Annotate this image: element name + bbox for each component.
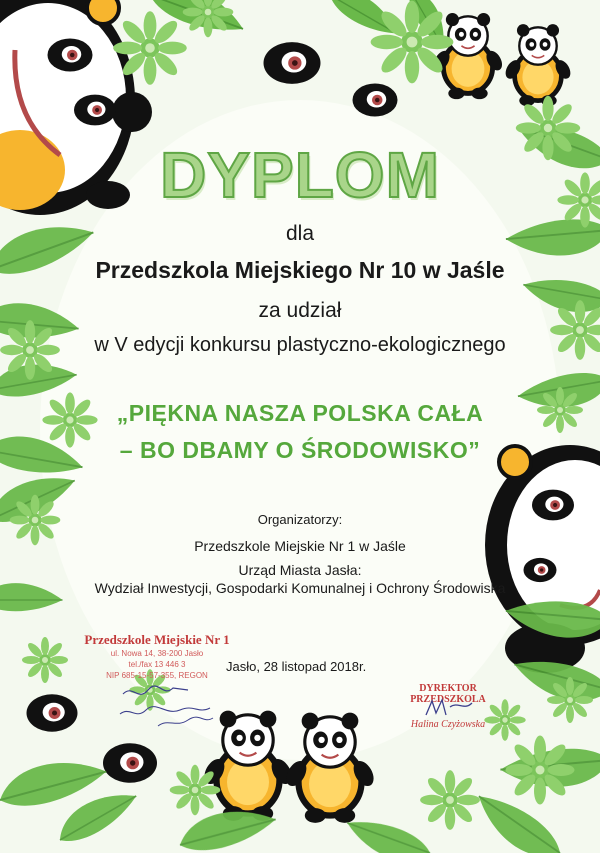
organizers-label: Organizatorzy: bbox=[257, 512, 343, 527]
recipient-name: Przedszkola Miejskiego Nr 10 w Jaśle bbox=[95, 257, 505, 283]
diploma-title: DYPLOM bbox=[160, 139, 440, 211]
handwritten-signatures-left bbox=[118, 680, 218, 732]
stamp-phone: tel./fax 13 446 3 bbox=[128, 660, 186, 669]
slogan-line-1: „PIĘKNA NASZA POLSKA CAŁA bbox=[116, 400, 484, 426]
stamp-ids: NIP 685-15-57-355, REGON bbox=[106, 671, 208, 680]
stamp-address: ul. Nowa 14, 38-200 Jasło bbox=[110, 649, 204, 658]
institution-stamp bbox=[82, 632, 232, 681]
participation-text: za udział bbox=[258, 299, 342, 322]
stamp-director-title: DYREKTOR PRZEDSZKOLA bbox=[410, 683, 486, 705]
organizer-department: Wydział Inwestycji, Gospodarki Komunalnej i Ochrony Środowiska bbox=[94, 580, 506, 596]
for-label: dla bbox=[285, 222, 315, 245]
stamp-institution-name: Przedszkole Miejskie Nr 1 bbox=[84, 632, 230, 647]
slogan-line-2: – BO DBAMY O ŚRODOWISKO” bbox=[119, 437, 481, 463]
organizer-kindergarten: Przedszkole Miejskie Nr 1 w Jaśle bbox=[194, 538, 406, 554]
organizer-city-office: Urząd Miasta Jasła: bbox=[238, 562, 362, 578]
director-signature bbox=[418, 697, 478, 719]
stamp-director-name: Halina Czyżowska bbox=[410, 719, 486, 730]
date-line: Jasło, 28 listopad 2018r. bbox=[226, 659, 367, 674]
contest-description: w V edycji konkursu plastyczno-ekologicznego bbox=[94, 334, 506, 356]
